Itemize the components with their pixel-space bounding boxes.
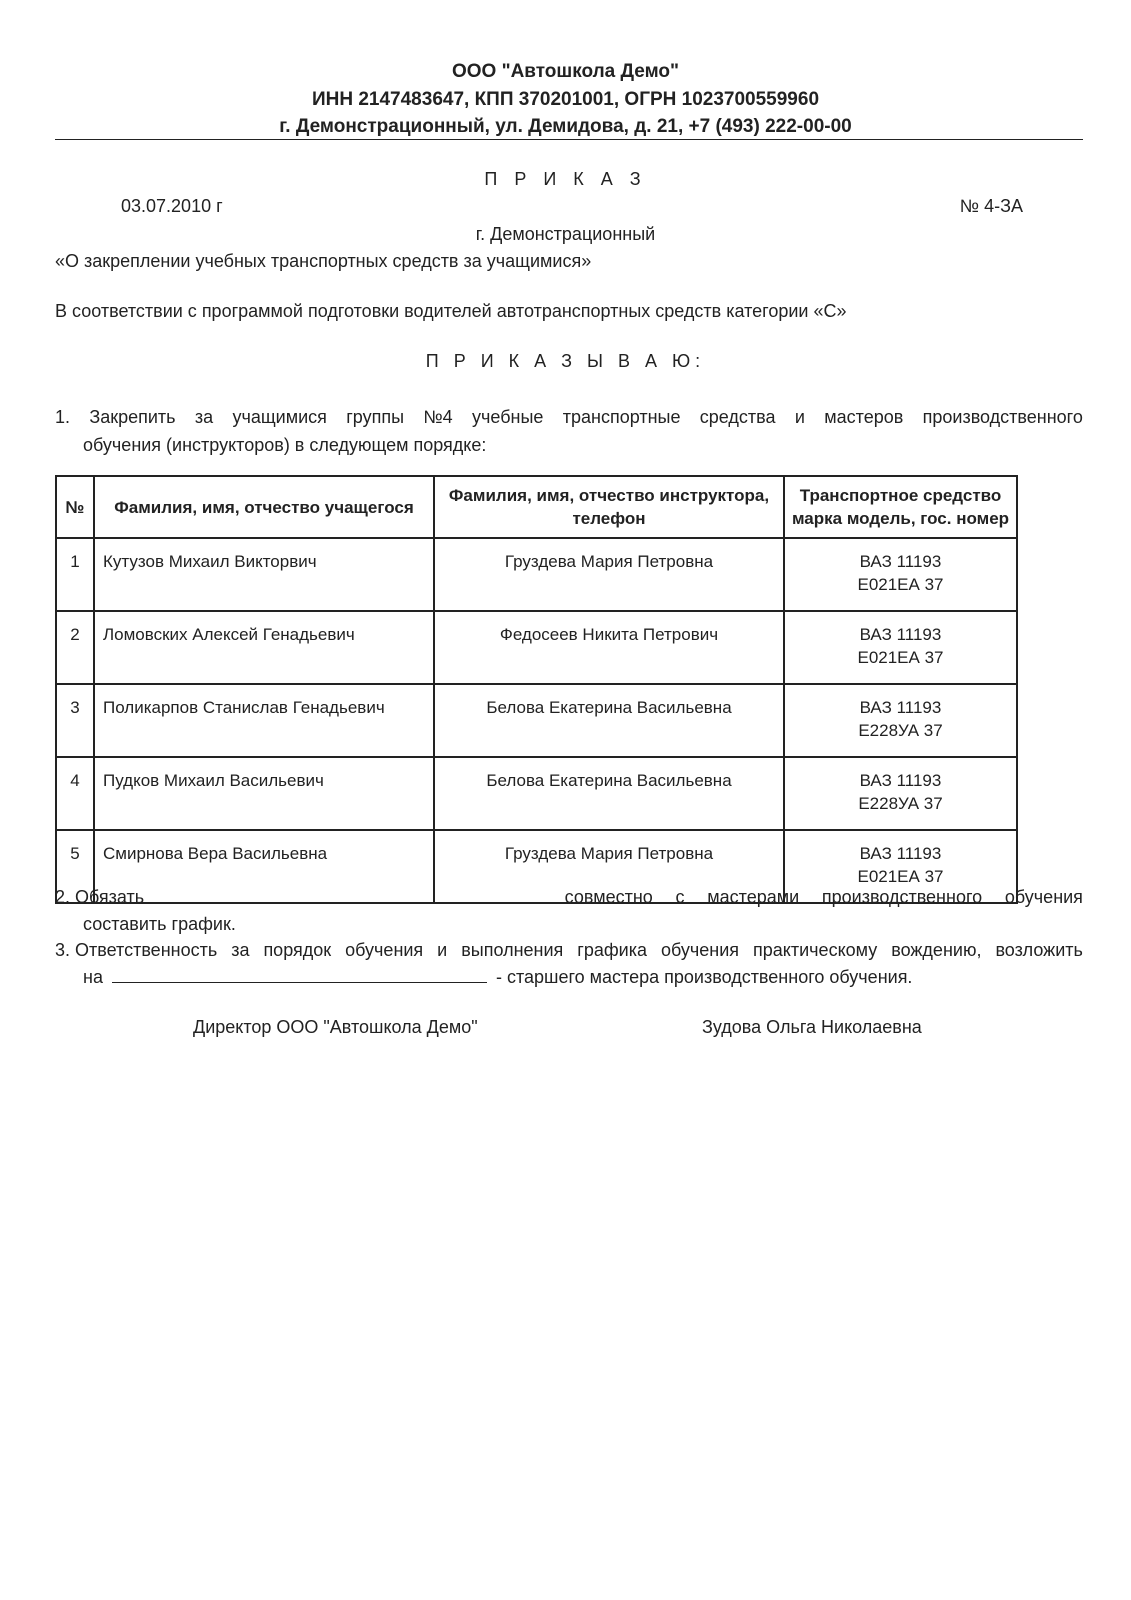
row-instructor: Груздева Мария Петровна [434,830,784,903]
order-item-3-line1 [55,940,1083,961]
header-student: Фамилия, имя, отчество учащегося [94,476,434,538]
header-instructor-line2: телефон [572,509,646,528]
order-item-3-line2 [55,967,1083,988]
row-vehicle [784,757,1017,830]
row-num: 3 [56,684,94,757]
item-word: и [437,940,448,960]
row-num: 1 [56,538,94,611]
org-address: г. Демонстрационный, ул. Демидова, д. 21, +7 (493) 222-00-00 [279,116,852,137]
row-student: Поликарпов Станислав Генадьевич [94,684,434,757]
order-item-2 [55,887,1083,935]
item-word: обучения [660,940,740,960]
table-header-row [56,476,1017,538]
org-name: ООО "Автошкола Демо" [451,61,680,82]
row-vehicle [784,611,1017,684]
header-vehicle-line1: Транспортное средство [799,486,1002,505]
signature-position: Директор ООО "Автошкола Демо" [193,1017,478,1037]
item-word: обучения [1004,887,1083,907]
item-word: графика [577,940,647,960]
header-instructor-line1: Фамилия, имя, отчество инструктора, [448,486,770,505]
table-row [56,684,1017,757]
document-number: № 4-ЗА [959,196,1023,216]
row-instructor: Белова Екатерина Васильевна [434,684,784,757]
item-word: средства [699,407,776,427]
header-vehicle-line2: марка модель, гос. номер [791,509,1010,528]
row-num: 2 [56,611,94,684]
row-student: Пудков Михаил Васильевич [94,757,434,830]
order-item-2-line2: составить график. [83,914,236,934]
order-heading: П Р И К А З Ы В А Ю: [425,351,706,371]
header-vehicle [784,476,1017,538]
item-word: транспортные [562,407,681,427]
row-vehicle [784,684,1017,757]
vehicle-plate: Е021ЕА 37 [857,648,944,667]
org-ids: ИНН 2147483647, КПП 370201001, ОГРН 1023700559960 [311,89,820,110]
vehicle-plate: Е021ЕА 37 [857,575,944,594]
document-date: 03.07.2010 г [121,196,223,216]
item3-line2-suffix: - старшего мастера производственного обучения. [495,967,913,987]
item-word: учебные [472,407,544,427]
row-instructor: Федосеев Никита Петрович [434,611,784,684]
item-word: порядок [263,940,332,960]
vehicle-plate: Е228УА 37 [858,721,943,740]
item3-line2-prefix: на [83,967,103,987]
order-item-1-line1 [55,407,1083,428]
item-word: практическому [753,940,878,960]
item-word: за [194,407,214,427]
vehicle-model: ВАЗ 11193 [859,698,942,717]
vehicle-model: ВАЗ 11193 [859,552,942,571]
item-word: с [675,887,685,907]
item-word: обучения [345,940,424,960]
item-word: производственного [821,887,983,907]
item-word: совместно [564,887,653,907]
item-word: и [794,407,805,427]
vehicle-plate: Е228УА 37 [858,794,943,813]
table-row [56,757,1017,830]
senior-master-blank [112,968,487,983]
item-word: группы [346,407,405,427]
order-item-1-line2: обучения (инструкторов) в следующем порядке: [83,435,487,455]
item2-prefix: 2. Обязать [55,887,145,907]
header-instructor [434,476,784,538]
vehicle-model: ВАЗ 11193 [859,771,942,790]
item-word: выполнения [461,940,564,960]
item-word: мастерами [707,887,800,907]
row-vehicle [784,538,1017,611]
responsible-person-blank [167,888,542,903]
order-item-1 [55,407,1083,456]
document-basis: В соответствии с программой подготовки водителей автотранспортных средств категории «С» [55,301,847,321]
document-title: П Р И К А З [484,169,647,189]
row-instructor: Груздева Мария Петровна [434,538,784,611]
item-word: возложить [995,940,1083,960]
item-number: 1. [55,407,71,427]
document-subject: «О закреплении учебных транспортных средств за учащимися» [55,251,592,271]
document-city: г. Демонстрационный [475,224,656,244]
assignment-table [55,475,1018,904]
signature-name: Зудова Ольга Николаевна [702,1017,922,1037]
row-student: Ломовских Алексей Генадьевич [94,611,434,684]
item-word: Закрепить [89,407,176,427]
order-item-3 [55,940,1083,988]
row-instructor: Белова Екатерина Васильевна [434,757,784,830]
row-num: 5 [56,830,94,903]
vehicle-plate: Е021ЕА 37 [857,867,944,886]
order-item-2-line1 [55,887,1083,908]
item-word: учащимися [232,407,327,427]
item-word: №4 [423,407,453,427]
header-num: № [56,476,94,538]
item-word: мастеров [824,407,904,427]
table-row [56,538,1017,611]
item-word: 3. Ответственность [55,940,218,960]
item-word: за [231,940,250,960]
vehicle-model: ВАЗ 11193 [859,625,942,644]
item-word: вождению, [891,940,982,960]
row-student: Смирнова Вера Васильевна [94,830,434,903]
row-num: 4 [56,757,94,830]
table-row [56,611,1017,684]
vehicle-model: ВАЗ 11193 [859,844,942,863]
row-student: Кутузов Михаил Викторвич [94,538,434,611]
item-word: производственного [922,407,1083,427]
